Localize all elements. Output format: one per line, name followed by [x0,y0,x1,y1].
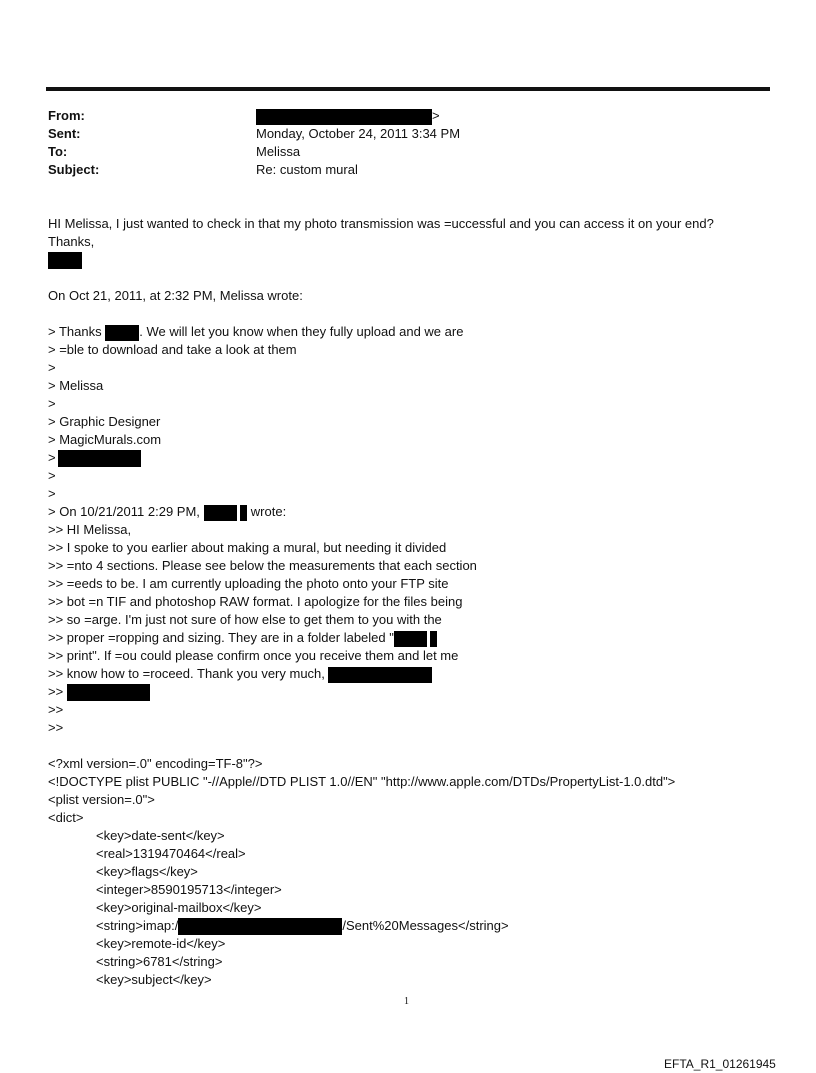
xml-line: <?xml version=.0" encoding=TF-8"?> [48,756,263,771]
redaction-box [256,109,432,125]
sent-value: Monday, October 24, 2011 3:34 PM [256,126,461,141]
xml-line: <key>flags</key> [96,864,198,879]
body-line: On Oct 21, 2011, at 2:32 PM, Melissa wrote: [48,288,303,303]
to-label: To: [48,144,68,159]
quote-line [48,630,437,647]
quote-line: >> HI Melissa, [48,522,132,537]
quote-line: > MagicMurals.com [48,432,162,447]
redaction-box [204,505,237,521]
quote-line [48,504,286,521]
quote-line [48,450,141,467]
quote-text: > On 10/21/2011 2:29 PM, [48,504,200,519]
xml-line: <dict> [48,810,84,825]
xml-line: <key>date-sent</key> [96,828,225,843]
quote-line: >> I spoke to you earlier about making a mural, but needing it divided [48,540,447,555]
quote-text: >> know how to =roceed. Thank you very much, [48,666,325,681]
xml-line: <string>6781</string> [96,954,223,969]
quote-line: > [48,360,56,375]
from-label: From: [48,108,85,123]
quote-line: > [48,468,56,483]
quote-text: >> proper =ropping and sizing. They are in a folder labeled " [48,630,394,645]
from-value-suffix: > [432,108,440,123]
quote-line: >> so =arge. I'm just not sure of how else to get them to you with the [48,612,442,627]
redaction-box [67,684,150,701]
quote-text: > [48,450,56,465]
quote-text: > Thanks [48,324,106,339]
sent-label: Sent: [48,126,81,141]
subject-value: Re: custom mural [256,162,358,177]
xml-line: <!DOCTYPE plist PUBLIC "-//Apple//DTD PLIST 1.0//EN" "http://www.apple.com/DTDs/PropertyList-1.0.dtd"> [48,774,676,789]
quote-line: >> print". If =ou could please confirm once you receive them and let me [48,648,459,663]
xml-line: <integer>8590195713</integer> [96,882,282,897]
xml-text: <string>imap:/ [96,918,179,933]
redaction-box [328,667,432,683]
page-number: 1 [404,996,409,1007]
quote-line [48,684,150,701]
subject-label: Subject: [48,162,100,177]
xml-line: <key>original-mailbox</key> [96,900,262,915]
redaction-box [48,252,82,269]
xml-line: <key>subject</key> [96,972,212,987]
redaction-box [178,918,342,935]
bates-number: EFTA_R1_01261945 [664,1057,776,1071]
signature-redaction [48,252,82,269]
quote-line: >> =eeds to be. I am currently uploading the photo onto your FTP site [48,576,449,591]
body-line: Thanks, [48,234,95,249]
quote-line: >> bot =n TIF and photoshop RAW format. I apologize for the files being [48,594,463,609]
redaction-box [430,631,437,647]
xml-line: <real>1319470464</real> [96,846,246,861]
xml-line [96,918,509,935]
xml-text: /Sent%20Messages</string> [342,918,509,933]
from-value [256,108,440,125]
xml-line: <plist version=.0"> [48,792,155,807]
quote-line: > Graphic Designer [48,414,161,429]
quote-line: > [48,396,56,411]
quote-line: > [48,486,56,501]
quote-text: wrote: [250,504,287,519]
redaction-box [394,631,427,647]
quote-line [48,666,432,683]
header-rule [46,87,770,91]
redaction-box [58,450,141,467]
quote-text: . We will let you know when they fully upload and we are [139,324,464,339]
body-line: HI Melissa, I just wanted to check in that my photo transmission was =uccessful and you can access it on your end? [48,216,714,231]
redaction-box [240,505,247,521]
quote-line: >> [48,702,64,717]
to-value: Melissa [256,144,301,159]
quote-line: > Melissa [48,378,104,393]
quote-line: >> [48,720,64,735]
xml-line: <key>remote-id</key> [96,936,226,951]
quote-text: >> [48,684,64,699]
quote-line: >> =nto 4 sections. Please see below the measurements that each section [48,558,477,573]
quote-line [48,324,463,341]
redaction-box [105,325,139,341]
quote-line: > =ble to download and take a look at them [48,342,297,357]
